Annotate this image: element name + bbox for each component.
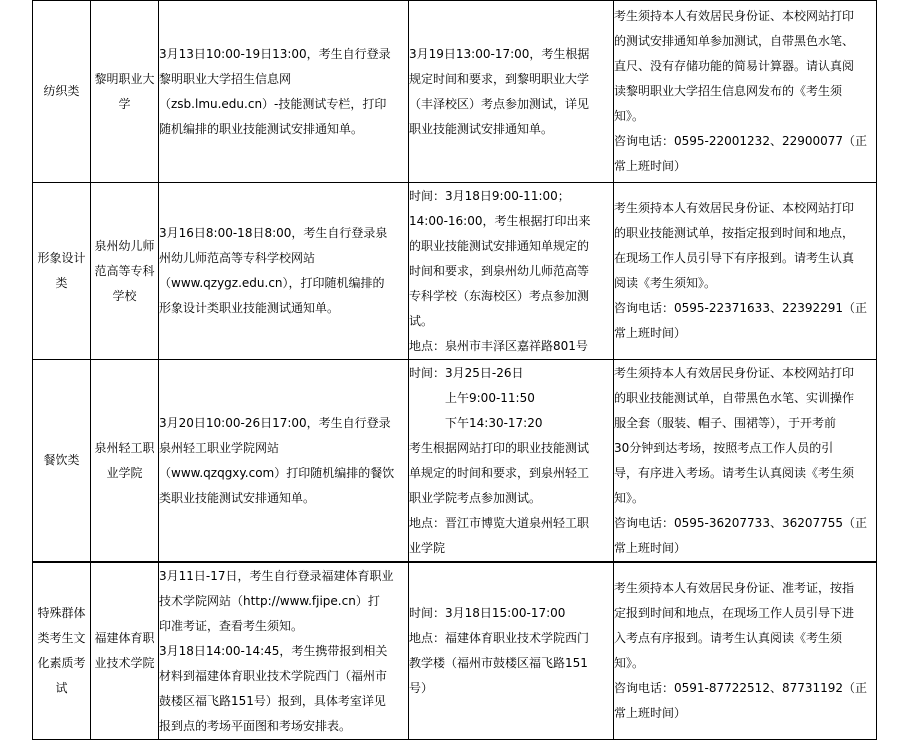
notes-text: 考生须持本人有效居民身份证、准考证，按指: [614, 581, 855, 595]
school-text: 业技术学院: [94, 656, 155, 670]
registration-text: 报到点的考场平面图和考场安排表。: [159, 718, 352, 733]
registration-text: 泉州轻工职业学院网站: [159, 440, 280, 455]
notes-text: 常上班时间）: [614, 706, 687, 720]
registration-text: 技术学院网站（http://www.fjipe.cn）打: [159, 593, 380, 608]
registration-text: 鼓楼区福飞路151号）报到，具体考室详见: [159, 693, 386, 708]
test-cell: [409, 1, 614, 183]
notes-text: 读黎明职业大学招生信息网发布的《考生须: [614, 84, 843, 98]
test-cell: [409, 183, 614, 360]
test-text: 地点：福建体育职业技术学院西门: [409, 631, 590, 645]
test-text: 考生根据网站打印的职业技能测试: [409, 440, 590, 455]
registration-text: 3月11日-17日，考生自行登录福建体育职业: [159, 568, 394, 583]
test-text: 时间：3月25日-26日: [409, 365, 524, 380]
test-text: 的职业技能测试安排通知单规定的: [409, 238, 590, 253]
school-text: 学校: [112, 288, 137, 303]
school-cell: [91, 562, 159, 740]
test-cell: [409, 360, 614, 563]
notes-text: 30分钟到达考场，按照考点工作人员的引: [614, 440, 834, 455]
notes-text: 的职业技能测试单，自带黑色水笔、实训操作: [614, 390, 855, 405]
registration-text: 3月13日10:00-19日13:00，考生自行登录: [159, 46, 391, 61]
school-cell: [91, 360, 159, 563]
test-text: 3月19日13:00-17:00，考生根据: [409, 46, 590, 61]
category-text: 化素质考: [37, 656, 86, 670]
school-cell: [91, 183, 159, 360]
test-text: 时间和要求，到泉州幼儿师范高等: [409, 263, 590, 278]
notes-text: 知》。: [614, 656, 645, 670]
notes-text: 咨询电话：0595-22001232、22900077（正: [614, 134, 868, 148]
registration-text: 3月18日14:00-14:45，考生携带报到相关: [159, 643, 388, 658]
notes-text: 咨询电话：0595-22371633、22392291（正: [614, 301, 868, 315]
school-text: 福建体育职: [94, 631, 155, 645]
test-text: 地点：晋江市博览大道泉州轻工职: [409, 515, 590, 530]
notes-text: 知》。: [614, 490, 645, 505]
notes-text: 的职业技能测试单，按指定报到时间和地点，: [614, 226, 855, 240]
notes-text: 考生须持本人有效居民身份证、本校网站打印: [614, 201, 855, 215]
registration-cell: [159, 360, 409, 563]
notes-cell: [614, 183, 877, 360]
notes-text: 知》。: [614, 109, 645, 123]
category-text: 类考生文: [37, 631, 86, 645]
notes-text: 常上班时间）: [614, 326, 687, 340]
registration-text: 3月16日8:00-18日8:00，考生自行登录泉: [159, 226, 388, 240]
registration-text: 材料到福建体育职业技术学院西门（福州市: [159, 668, 388, 683]
school-cell: [91, 1, 159, 183]
registration-cell: [159, 183, 409, 360]
school-text: 业学院: [106, 465, 143, 480]
notes-text: 入考点有序报到。请考生认真阅读《考生须: [614, 631, 843, 645]
table-row: [33, 183, 877, 360]
notes-text: 服全套（服装、帽子、围裙等），于开考前: [614, 415, 837, 430]
test-text: 下午14:30-17:20: [445, 415, 543, 430]
test-text: 地点：泉州市丰泽区嘉祥路801号: [409, 338, 588, 353]
notes-text: 考生须持本人有效居民身份证、本校网站打印: [614, 365, 855, 380]
test-text: 业学院: [409, 540, 446, 555]
test-cell: [409, 562, 614, 740]
notes-text: 定报到时间和地点，在现场工作人员引导下进: [614, 606, 855, 620]
school-text: 黎明职业大: [94, 71, 155, 86]
school-text: 范高等专科: [94, 263, 155, 278]
category-text: 类: [55, 276, 68, 290]
test-text: 试。: [409, 313, 434, 328]
registration-text: （www.qzqgxy.com）打印随机编排的餐饮: [159, 465, 395, 480]
test-text: 时间：3月18日15:00-17:00: [409, 606, 566, 620]
test-text: 专科学校（东海校区）考点参加测: [409, 288, 590, 303]
test-text: 职业学院考点参加测试。: [409, 490, 542, 505]
category-text: 餐饮类: [43, 453, 80, 467]
notes-cell: [614, 1, 877, 183]
category-text: 特殊群体: [37, 606, 86, 620]
notes-text: 在现场工作人员引导下有序报到。请考生认真: [614, 251, 855, 265]
table-row: [33, 1, 877, 183]
table-row: [33, 562, 877, 740]
registration-cell: [159, 1, 409, 183]
notes-cell: [614, 562, 877, 740]
table-row: [33, 360, 877, 563]
category-text: 试: [55, 681, 68, 695]
test-text: 时间：3月18日9:00-11:00；: [409, 188, 570, 203]
category-cell: [33, 562, 91, 740]
school-text: 泉州幼儿师: [94, 238, 155, 253]
notes-text: 咨询电话：0595-36207733、36207755（正: [614, 515, 868, 530]
registration-text: 类职业技能测试安排通知单。: [159, 490, 316, 505]
category-text: 形象设计: [37, 251, 86, 265]
category-cell: [33, 360, 91, 563]
notes-text: 考生须持本人有效居民身份证、本校网站打印: [614, 9, 855, 23]
registration-text: 3月20日10:00-26日17:00，考生自行登录: [159, 415, 391, 430]
registration-text: 随机编排的职业技能测试安排通知单。: [159, 121, 364, 136]
school-text: 学: [118, 96, 131, 111]
notes-text: 的测试安排通知单参加测试，自带黑色水笔、: [614, 34, 855, 48]
test-text: 号）: [409, 681, 434, 695]
notes-text: 直尺、没有存储功能的简易计算器。请认真阅: [614, 59, 855, 73]
registration-text: 州幼儿师范高等专科学校网站: [159, 251, 316, 265]
registration-text: （www.qzygz.edu.cn），打印随机编排的: [159, 276, 385, 290]
school-text: 泉州轻工职: [94, 440, 155, 455]
exam-schedule-table: [32, 0, 877, 740]
notes-text: 阅读《考生须知》。: [614, 276, 717, 290]
category-cell: [33, 183, 91, 360]
test-text: 职业技能测试安排通知单。: [409, 121, 554, 136]
test-text: 规定时间和要求，到黎明职业大学: [409, 71, 590, 86]
test-text: 上午9:00-11:50: [445, 390, 535, 405]
category-cell: [33, 1, 91, 183]
registration-text: 黎明职业大学招生信息网: [159, 71, 292, 86]
registration-text: 印准考证，查看考生须知。: [159, 618, 304, 633]
registration-cell: [159, 562, 409, 740]
notes-cell: [614, 360, 877, 563]
notes-text: 常上班时间）: [614, 540, 687, 555]
notes-text: 常上班时间）: [614, 159, 687, 173]
notes-text: 导，有序进入考场。请考生认真阅读《考生须: [614, 465, 855, 480]
registration-text: （zsb.lmu.edu.cn）-技能测试专栏，打印: [159, 96, 387, 111]
category-text: 纺织类: [43, 84, 80, 98]
test-text: 14:00-16:00，考生根据打印出来: [409, 213, 591, 228]
test-text: （丰泽校区）考点参加测试，详见: [409, 96, 590, 111]
registration-text: 形象设计类职业技能测试通知单。: [159, 301, 340, 315]
test-text: 教学楼（福州市鼓楼区福飞路151: [409, 656, 588, 670]
notes-text: 咨询电话：0591-87722512、87731192（正: [614, 681, 868, 695]
test-text: 单规定的时间和要求，到泉州轻工: [409, 465, 590, 480]
